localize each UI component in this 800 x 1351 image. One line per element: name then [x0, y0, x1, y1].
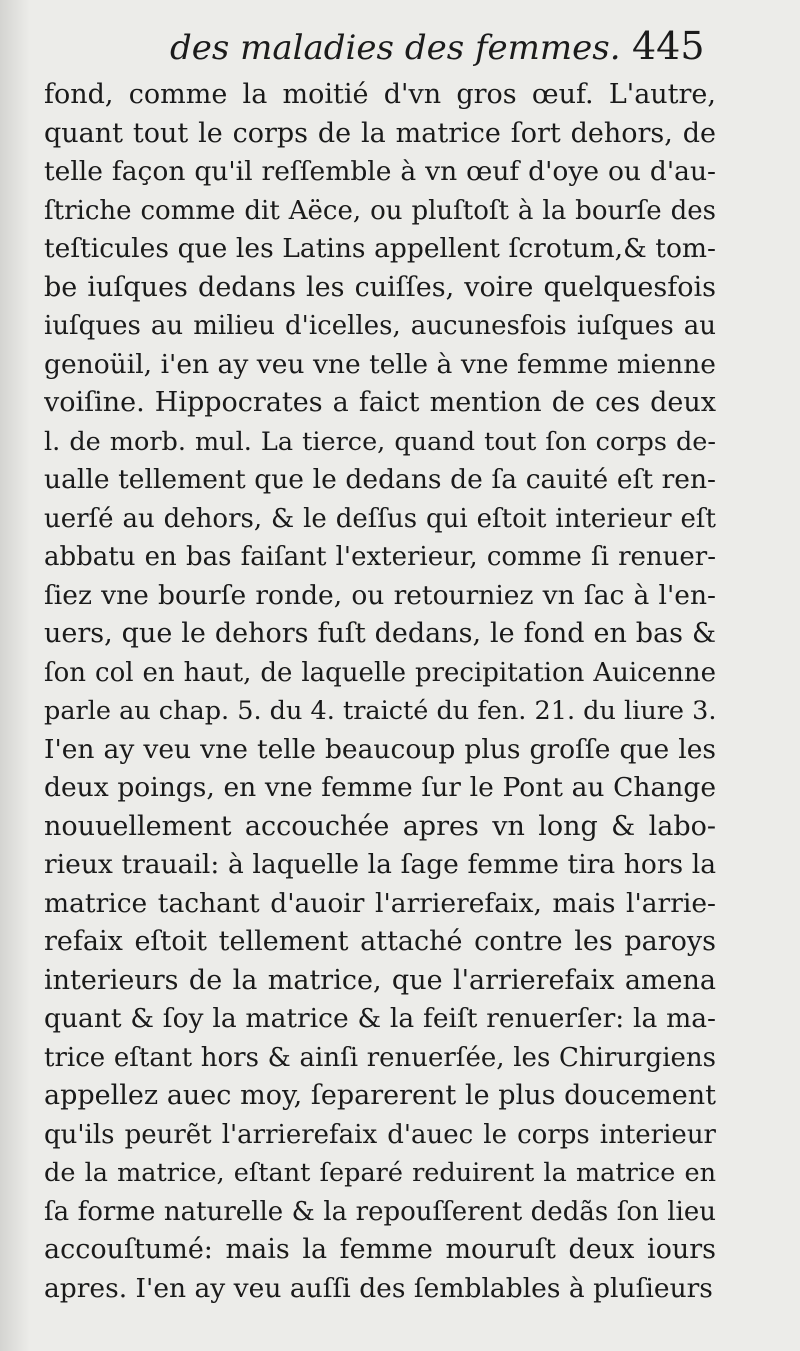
text-line: deux poings, en vne femme ſur le Pont au Change — [44, 772, 716, 803]
text-line: iuſques au milieu d'icelles, aucunesfois iuſques au — [44, 311, 716, 341]
text-line: ſiez vne bourſe ronde, ou retourniez vn ſac à l'en- — [44, 579, 716, 611]
page-gutter-shadow — [0, 0, 30, 1351]
text-line: accouſtumé: mais la femme mouruſt deux iours — [44, 1234, 716, 1265]
text-line: teſticules que les Latins appellent ſcrotum,& tom- — [44, 233, 716, 264]
text-line: l. de morb. mul. La tierce, quand tout ſon corps de- — [44, 426, 716, 457]
text-line: ſa forme naturelle & la repouſſerent dedãs ſon lieu — [44, 1196, 716, 1227]
page-header — [0, 22, 800, 74]
text-line: abbatu en bas faiſant l'exterieur, comme ſi renuer- — [44, 542, 716, 572]
running-head: des maladies des femmes. — [170, 28, 621, 68]
text-line: telle façon qu'il reſſemble à vn œuf d'oye ou d'au- — [44, 156, 716, 187]
text-line: fond, comme la moitié d'vn gros œuf. L'autre, — [44, 79, 716, 110]
text-line: de la matrice, eſtant ſeparé reduirent la matrice en — [44, 1158, 716, 1188]
text-line: ſon col en haut, de laquelle precipitation Auicenne — [44, 657, 716, 688]
page-number: 445 — [632, 24, 705, 68]
text-line: qu'ils peurẽt l'arrierefaix d'auec le corps interieur — [44, 1119, 716, 1150]
text-line: uerſé au dehors, & le deſſus qui eſtoit interieur eſt — [44, 503, 716, 534]
text-line: quant tout le corps de la matrice ſort dehors, de — [44, 117, 716, 149]
text-line: interieurs de la matrice, que l'arrierefaix amena — [44, 964, 716, 996]
body-text — [44, 76, 716, 1308]
text-line: rieux trauail: à laquelle la ſage femme tira hors la — [44, 849, 716, 880]
text-line: uers, que le dehors fuſt dedans, le fond en bas & — [44, 618, 716, 649]
text-line: appellez auec moy, ſeparerent le plus doucement — [44, 1080, 716, 1111]
text-line: ualle tellement que le dedans de ſa cauité eſt ren- — [44, 464, 716, 495]
text-line: trice eſtant hors & ainſi renuerſée, les Chirurgiens — [44, 1042, 716, 1073]
text-line: be iuſques dedans les cuiſſes, voire quelquesfois — [44, 271, 716, 303]
text-line: refaix eſtoit tellement attaché contre les paroys — [44, 926, 716, 957]
text-line: voiſine. Hippocrates a faict mention de ces deux — [44, 387, 716, 418]
text-line: quant & ſoy la matrice & la feiſt renuerſer: la ma- — [44, 1003, 716, 1034]
text-line: I'en ay veu vne telle beaucoup plus groſſe que les — [44, 733, 716, 765]
text-line: matrice tachant d'auoir l'arrierefaix, mais l'arrie- — [44, 887, 716, 919]
text-line: nouuellement accouchée apres vn long & labo- — [44, 810, 716, 842]
text-line: apres. I'en ay veu auſſi des ſemblables à pluſieurs — [44, 1272, 713, 1304]
text-line: genoüil, i'en ay veu vne telle à vne femme mienne — [44, 348, 716, 380]
text-line: ſtriche comme dit Aëce, ou pluſtoſt à la bourſe des — [44, 195, 716, 226]
text-line: parle au chap. 5. du 4. traicté du fen. 21. du liure 3. — [44, 696, 716, 726]
